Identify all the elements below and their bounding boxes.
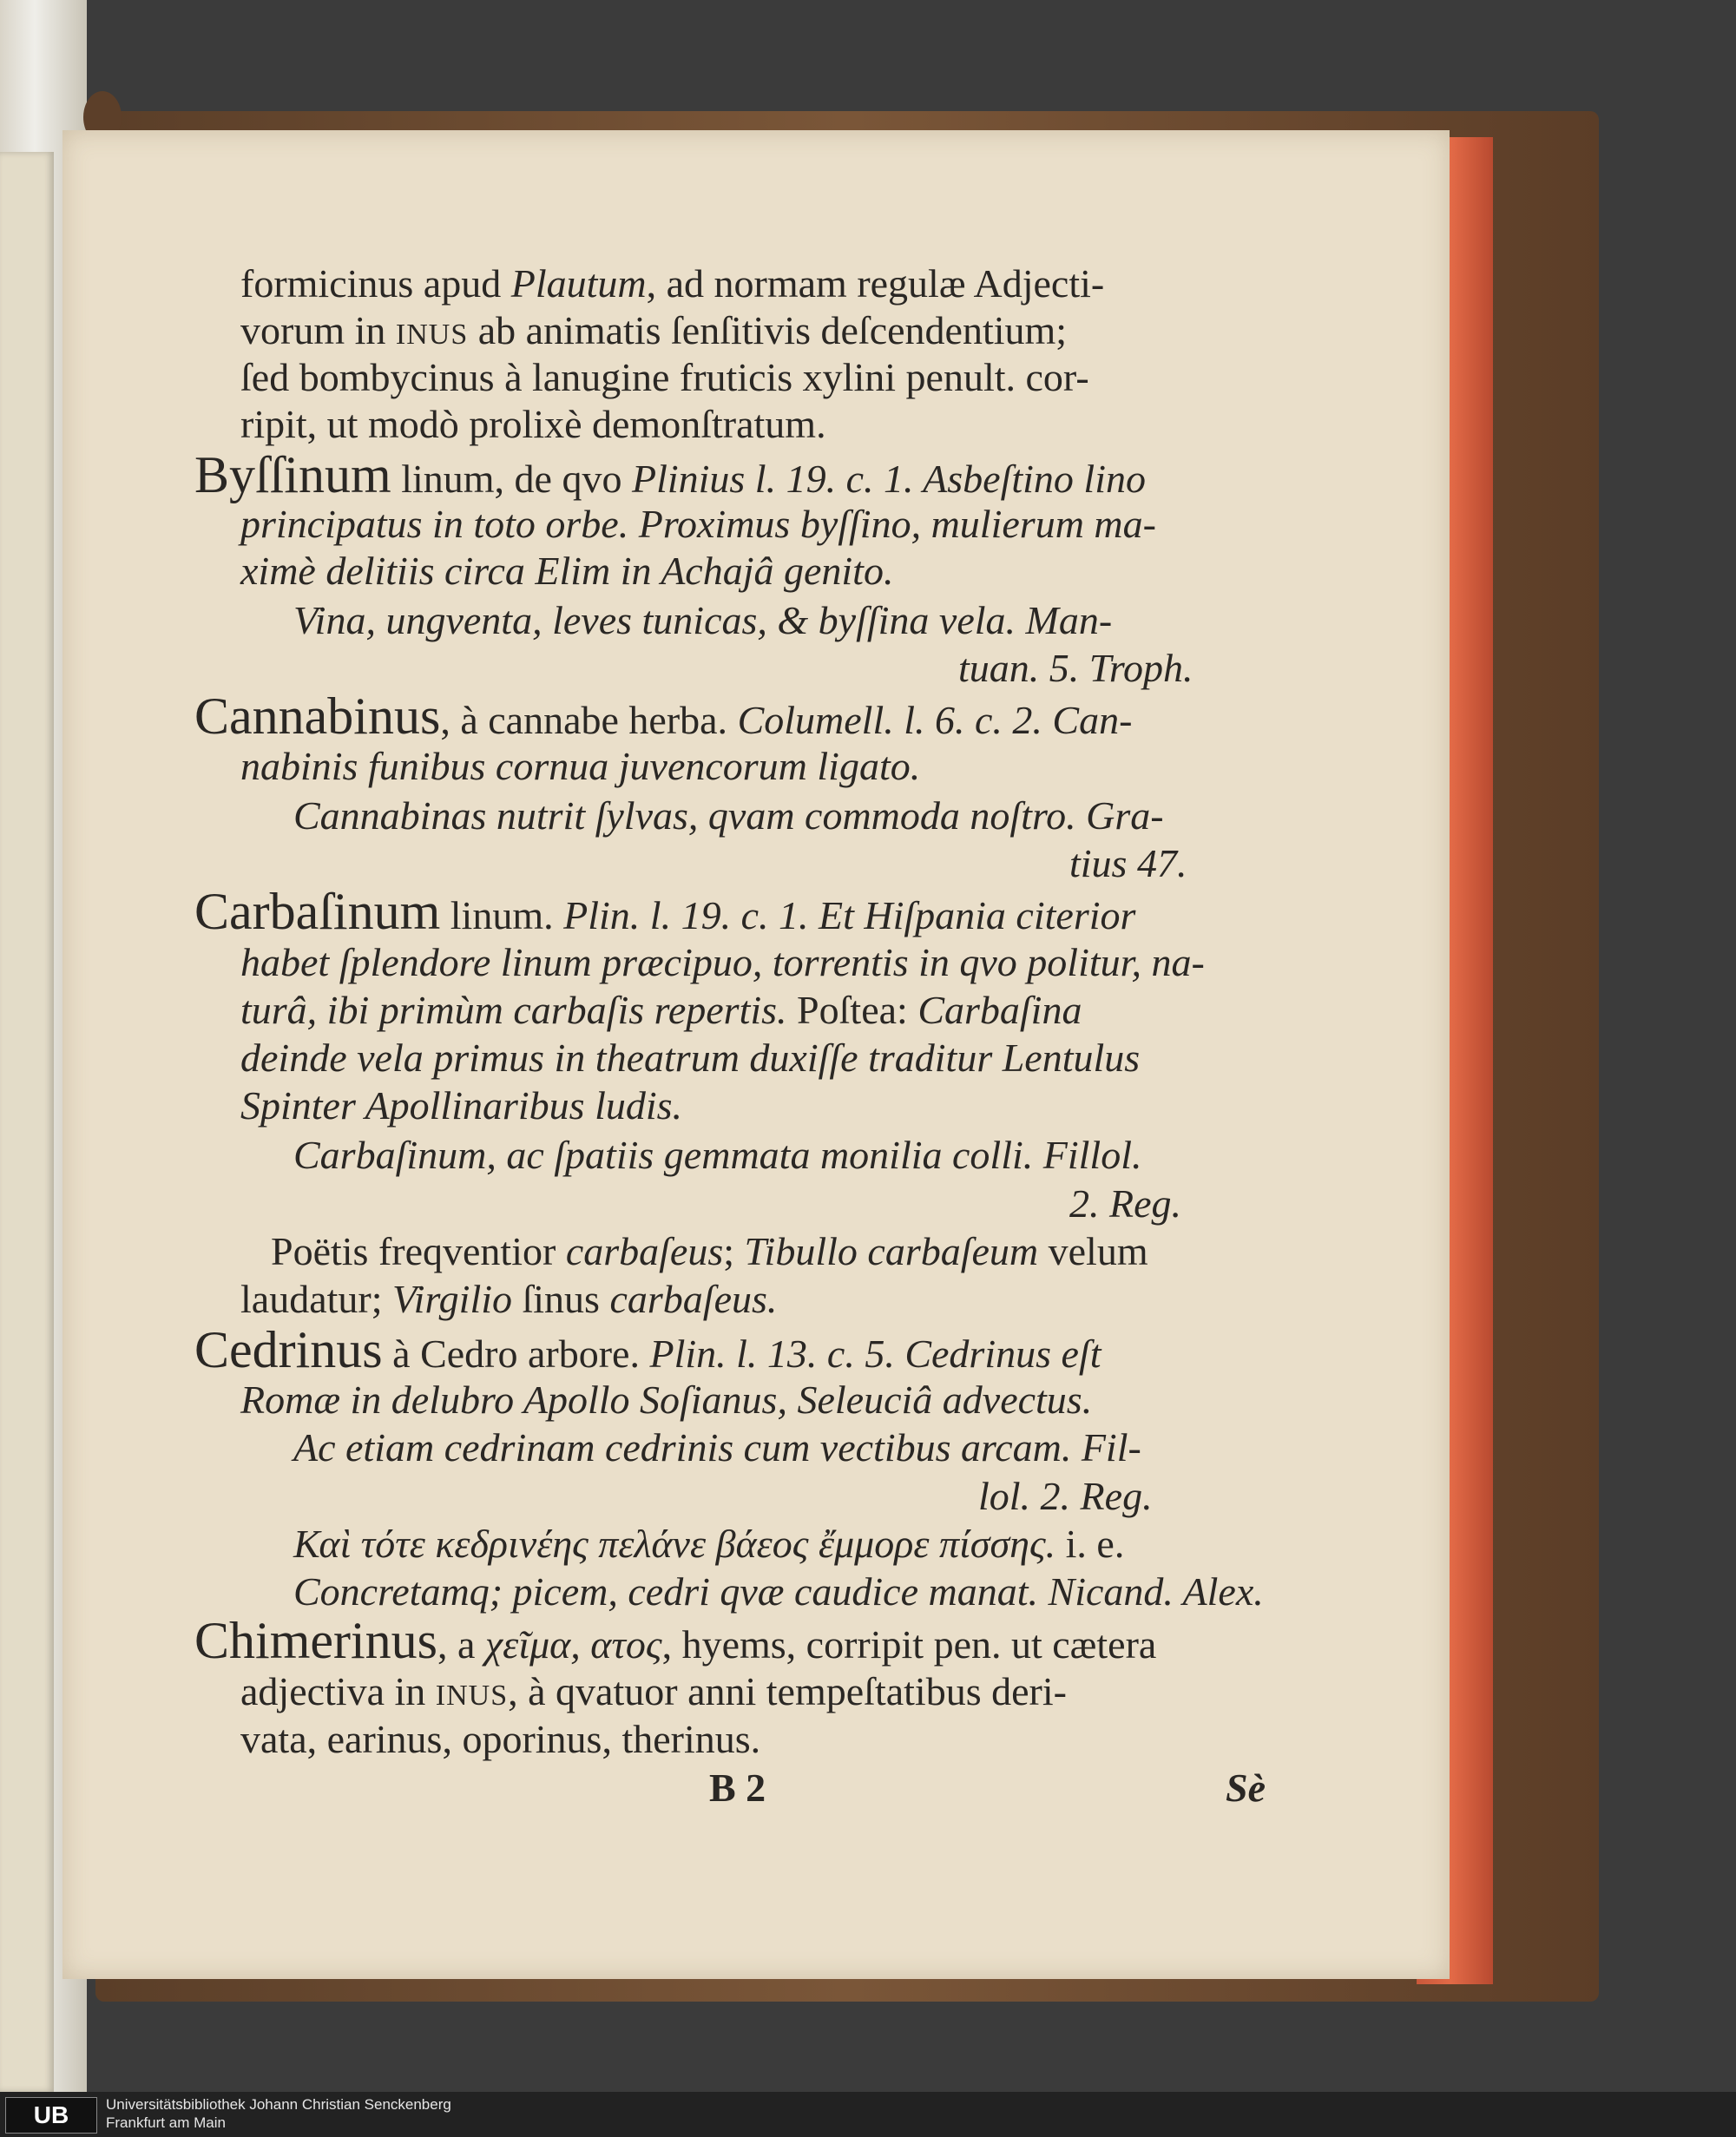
italic-text: Tibullo carbaſeum	[744, 1229, 1039, 1273]
roman-text: Poſtea:	[786, 988, 918, 1032]
italic-text: tuan. 5. Troph.	[958, 646, 1194, 690]
text-line	[240, 1082, 682, 1129]
italic-text: habet ſplendore linum præcipuo, torrentis in qvo politur, na-	[240, 940, 1205, 984]
text-line	[293, 1521, 1124, 1568]
library-name: Universitätsbibliothek Johann Christian Senckenberg	[106, 2096, 451, 2113]
text-line	[240, 354, 1089, 401]
text-line	[240, 987, 1082, 1034]
roman-text: ſed bombycinus à lanugine fruticis xylini penult. cor-	[240, 355, 1089, 399]
text-line	[958, 645, 1194, 692]
italic-text: ximè delitiis circa Elim in Achajâ genito.	[240, 549, 894, 593]
roman-text: ſinus	[512, 1277, 610, 1321]
italic-text: Plautum	[510, 261, 647, 306]
italic-text: Plinius l. 19. c. 1. Asbeſtino lino	[631, 457, 1146, 501]
text-line	[194, 687, 1133, 745]
roman-text: linum.	[440, 893, 564, 937]
roman-text: Poëtis freqventior	[271, 1229, 566, 1273]
roman-text: à Cedro arbore.	[382, 1332, 650, 1376]
italic-text: nabinis funibus cornua juvencorum ligato.	[240, 744, 921, 788]
italic-text: Plin. l. 13. c. 5. Cedrinus eſt	[649, 1332, 1101, 1376]
italic-text: Καὶ τότε κεδρινέης πελάνε βάεος ἔμμορε πίσσης.	[293, 1522, 1056, 1566]
italic-text: χεῖμα, ατος	[484, 1622, 662, 1667]
roman-text: , hyems, corripit pen. ut cætera	[661, 1622, 1157, 1667]
text-line	[240, 501, 1156, 548]
italic-text: Romæ in delubro Apollo Soſianus, Seleuciâ advectus.	[240, 1378, 1093, 1422]
small-caps-text: INUS	[395, 319, 469, 351]
text-line	[240, 1716, 760, 1763]
text-line	[240, 743, 920, 790]
italic-text: Vina, ungventa, leves tunicas, & byſſina vela. Man-	[293, 598, 1113, 642]
italic-text: carbaſeus.	[609, 1277, 778, 1321]
roman-text: , à qvatuor anni tempeſtatibus deri-	[508, 1669, 1067, 1713]
headword: Chimerinus	[194, 1612, 437, 1669]
roman-text: laudatur;	[240, 1277, 392, 1321]
italic-text: Concretamq; picem, cedri qvæ caudice manat. Nicand. Alex.	[293, 1569, 1264, 1614]
text-line	[240, 1276, 777, 1323]
roman-text: linum, de qvo	[391, 457, 632, 501]
italic-text: principatus in toto orbe. Proximus byſſino, mulierum ma-	[240, 502, 1156, 546]
text-line	[240, 548, 893, 595]
text-line	[293, 597, 1112, 644]
text-line	[240, 1377, 1092, 1424]
italic-text: Spinter Apollinaribus ludis.	[240, 1083, 683, 1128]
roman-text: velum	[1038, 1229, 1148, 1273]
roman-text: ab animatis ſenſitivis deſcendentium;	[468, 308, 1068, 352]
text-line	[293, 1424, 1141, 1471]
text-line	[293, 1132, 1141, 1179]
text-line	[194, 1321, 1101, 1378]
italic-text: tius 47.	[1069, 841, 1187, 885]
text-line	[1069, 840, 1187, 887]
text-line	[240, 260, 1104, 307]
italic-text: Ac etiam cedrinam cedrinis cum vectibus arcam. Fil-	[293, 1425, 1141, 1470]
roman-text: , ad normam regulæ Adjecti-	[646, 261, 1105, 306]
italic-text: Carbaſina	[917, 988, 1082, 1032]
italic-text: carbaſeus	[565, 1229, 724, 1273]
text-line	[271, 1228, 1148, 1275]
headword: Cannabinus	[194, 687, 441, 745]
headword: Byſſinum	[194, 446, 391, 503]
text-line	[194, 883, 1136, 940]
text-line	[194, 1612, 1157, 1669]
roman-text: adjectiva in	[240, 1669, 436, 1713]
italic-text: Carbaſinum, ac ſpatiis gemmata monilia colli. Fillol.	[293, 1133, 1142, 1177]
roman-text: ;	[723, 1229, 745, 1273]
roman-text: vorum in	[240, 308, 396, 352]
headword: Carbaſinum	[194, 883, 441, 940]
catchword: Sè	[1226, 1765, 1266, 1810]
text-line	[1069, 1180, 1181, 1227]
roman-text: , a	[437, 1622, 485, 1667]
headword: Cedrinus	[194, 1321, 383, 1378]
library-city: Frankfurt am Main	[106, 2114, 226, 2131]
roman-text: i. e.	[1055, 1522, 1125, 1566]
text-line	[978, 1473, 1153, 1520]
library-footer	[0, 2092, 1736, 2137]
text-line	[293, 792, 1164, 839]
small-caps-text: INUS	[435, 1680, 509, 1712]
signature-mark: B 2	[709, 1765, 766, 1810]
italic-text: Columell. l. 6. c. 2. Can-	[737, 698, 1133, 742]
roman-text: ripit, ut modò prolixè demonſtratum.	[240, 402, 826, 446]
text-line	[240, 307, 1067, 358]
italic-text: Virgilio	[392, 1277, 512, 1321]
italic-text: Plin. l. 19. c. 1. Et Hiſpania citerior	[563, 893, 1136, 937]
italic-text: 2. Reg.	[1069, 1181, 1182, 1226]
text-line	[240, 939, 1205, 986]
facing-page-edge	[0, 152, 54, 2092]
text-line	[194, 446, 1146, 503]
roman-text: vata, earinus, oporinus, therinus.	[240, 1717, 761, 1761]
book-page	[62, 130, 1450, 1979]
ub-logo: UB	[5, 2097, 97, 2134]
italic-text: lol. 2. Reg.	[978, 1474, 1153, 1518]
text-line	[240, 1668, 1067, 1719]
text-line	[240, 1035, 1140, 1082]
roman-text: formicinus apud	[240, 261, 511, 306]
italic-text: Cannabinas nutrit ſylvas, qvam commoda noſtro. Gra-	[293, 793, 1164, 838]
italic-text: deinde vela primus in theatrum duxiſſe traditur Lentulus	[240, 1036, 1141, 1080]
text-line	[293, 1568, 1264, 1615]
text-line	[240, 401, 826, 448]
roman-text: , à cannabe herba.	[440, 698, 738, 742]
italic-text: turâ, ibi primùm carbaſis repertis.	[240, 988, 787, 1032]
